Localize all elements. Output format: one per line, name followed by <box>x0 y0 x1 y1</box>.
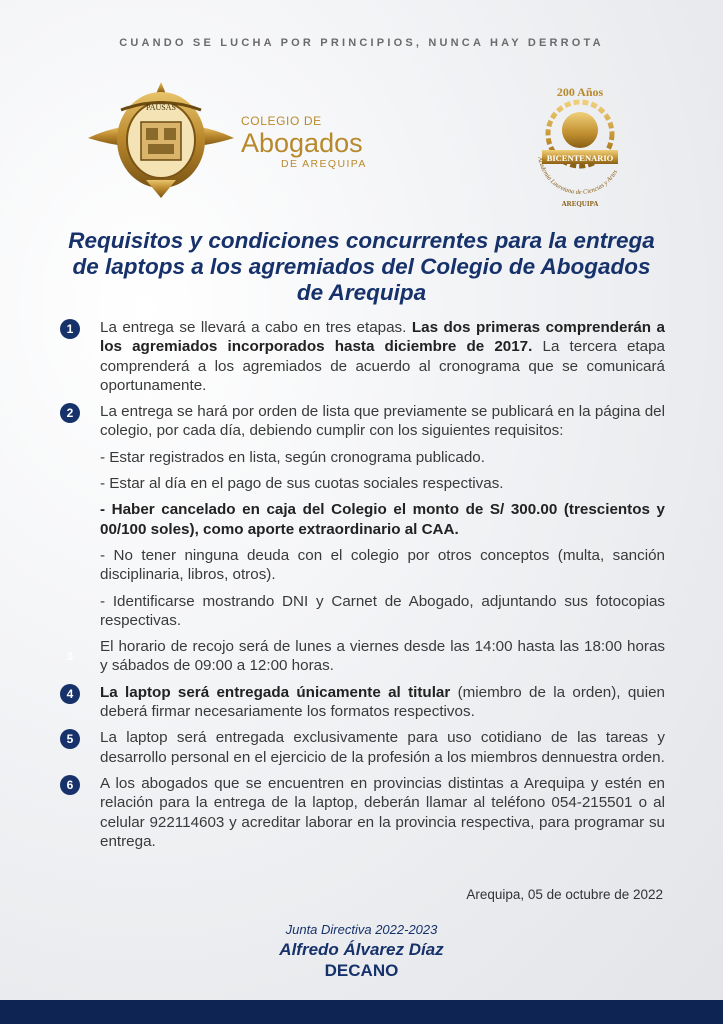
signature-block <box>0 922 723 981</box>
item-text: A los abogados que se encuentren en provincias distintas a Arequipa y estén en relación para la entrega de la laptop, deberán llamar al teléfono 054-215501 o al celular 922114603 y acreditar laborar en la provincia respectiva, para programar su entrega. <box>100 774 665 850</box>
colegio-crest-logo <box>86 80 236 200</box>
requirement-line: - Identificarse mostrando DNI y Carnet de Abogado, adjuntando sus fotocopias respectivas. <box>100 592 665 629</box>
footer-bar <box>0 1000 723 1024</box>
list-item <box>60 774 665 851</box>
item-number-badge: 2 <box>60 403 80 423</box>
document-title: Requisitos y condiciones concurrentes para la entrega de laptops a los agremiados del Colegio de Abogados de Arequipa <box>68 228 655 305</box>
item-number-badge: 1 <box>60 319 80 339</box>
item-bold-text: Las dos primeras comprenderán a los agremiados incorporados hasta diciembre de 2017. <box>100 319 666 356</box>
crest-seal-text: PAUSAS <box>146 103 176 112</box>
requirement-line: - Estar al día en el pago de sus cuotas sociales respectivas. <box>100 475 504 493</box>
academia-arc-text: Academia Lauretana de Ciencias y Artes <box>536 156 620 197</box>
signer-name: Alfredo Álvarez Díaz <box>279 940 444 959</box>
requirement-line-bold: - Haber cancelado en caja del Colegio el monto de S/ 300.00 (trescientos y 00/100 soles), como aporte extraordinario al CAA. <box>100 501 665 538</box>
bicentenario-top-text: 200 Años <box>556 85 604 99</box>
item-text: La laptop será entregada exclusivamente para uso cotidiano de las tareas y desarrollo personal en el ejercicio de la profesión a los miembros dennuestra orden. <box>100 729 665 766</box>
list-item <box>60 318 665 395</box>
item-text: La entrega se llevará a cabo en tres etapas. <box>100 319 412 336</box>
wordmark-line2: Abogados <box>241 128 363 158</box>
item-bold-text: La laptop será entregada únicamente al titular <box>100 683 451 701</box>
list-item <box>60 683 665 722</box>
motto-header: CUANDO SE LUCHA POR PRINCIPIOS, NUNCA HAY DERROTA <box>119 37 604 49</box>
requirements-list <box>60 318 665 858</box>
list-item <box>60 402 665 441</box>
bicentenario-ribbon: BICENTENARIO <box>546 153 614 163</box>
bicentenario-logo <box>520 82 640 212</box>
item-text-tail: (miembro de la orden), quien deberá firmar necesariamente los formatos respectivos. <box>100 683 665 721</box>
item-number-badge: 6 <box>60 775 80 795</box>
requirement-line: - Estar registrados en lista, según cronograma publicado. <box>100 448 485 466</box>
wordmark-line3: DE AREQUIPA <box>281 158 367 170</box>
item-number-badge: 5 <box>60 729 80 749</box>
item-number-faint: 3 <box>66 651 74 664</box>
item-number-badge: 4 <box>60 684 80 704</box>
item-text: El horario de recojo será de lunes a viernes desde las 14:00 hasta las 18:00 horas y sábados de 09:00 a 12:00 horas. <box>100 638 665 675</box>
item-text-tail: La tercera etapa comprenderá a los agremiados de acuerdo al cronograma que se comunicará oportunamente. <box>100 338 665 394</box>
bicentenario-city: AREQUIPA <box>561 200 599 208</box>
colegio-wordmark <box>241 114 367 170</box>
document-date: Arequipa, 05 de octubre de 2022 <box>466 887 663 902</box>
board-label: Junta Directiva 2022-2023 <box>285 922 438 937</box>
wordmark-line1: COLEGIO DE <box>241 114 322 128</box>
requirement-line: - No tener ninguna deuda con el colegio por otros conceptos (multa, sanción disciplinaria, libros, otros). <box>100 546 665 584</box>
list-item <box>60 728 665 767</box>
list-item <box>60 637 665 676</box>
signer-role: DECANO <box>324 961 399 980</box>
item-text: La entrega se hará por orden de lista que previamente se publicará en la página del colegio, por cada día, debiendo cumplir con los siguientes requisitos: <box>100 403 665 440</box>
